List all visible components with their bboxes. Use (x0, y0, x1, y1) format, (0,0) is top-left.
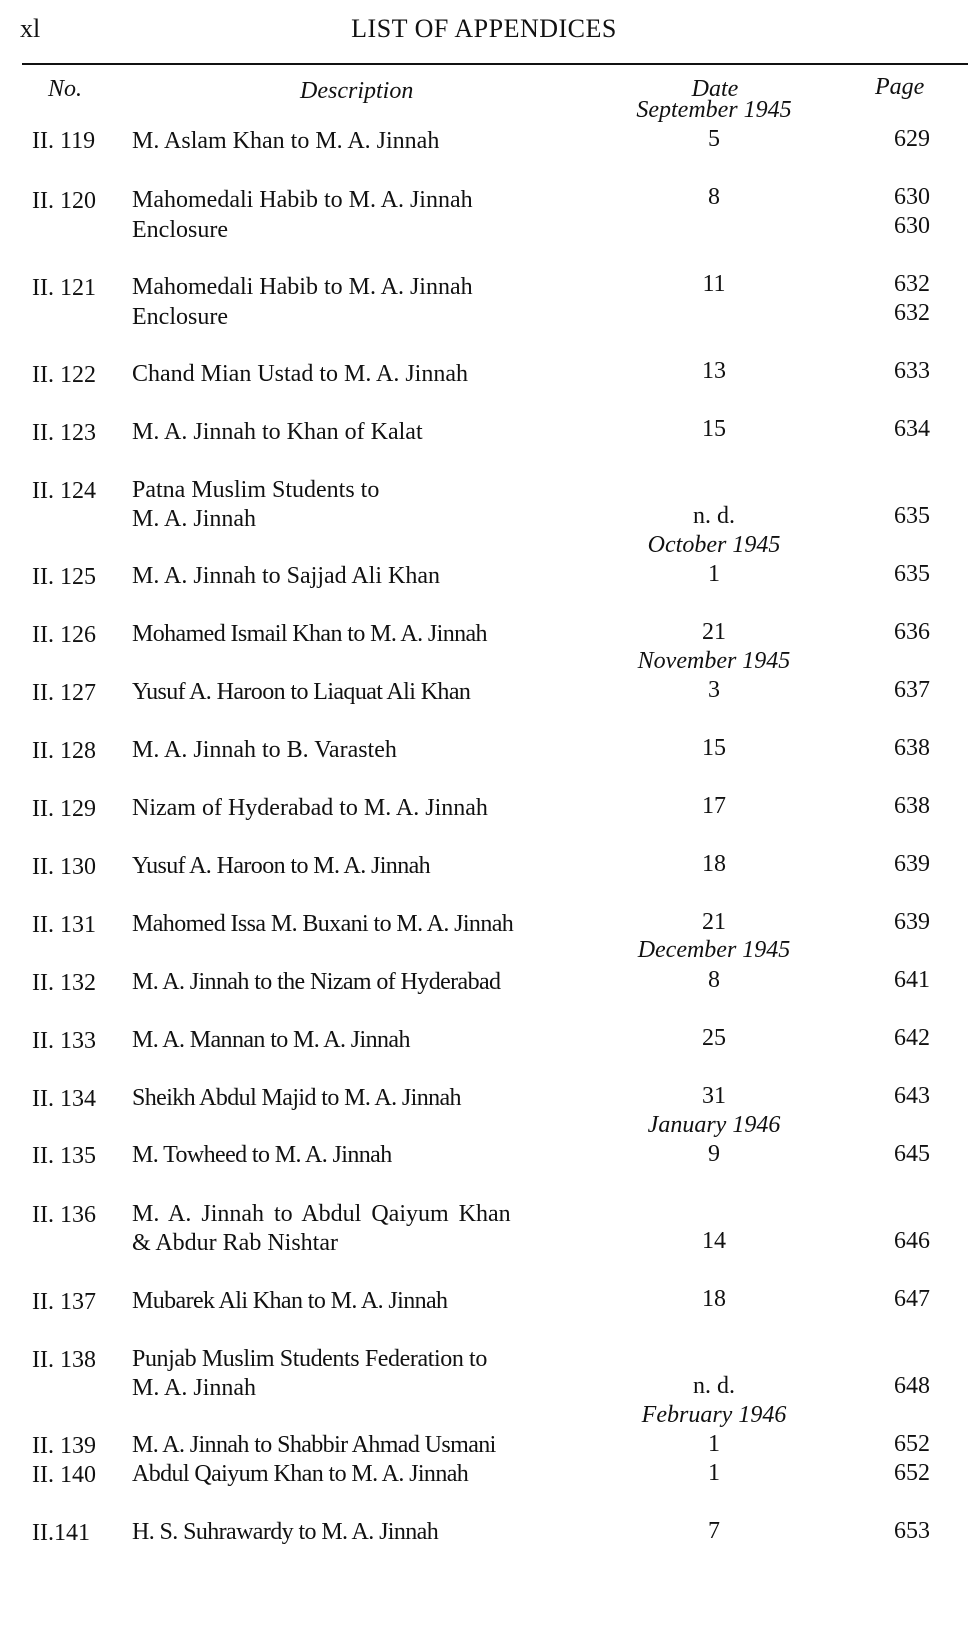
header-page: Page (875, 74, 925, 100)
entry-page: 647 (894, 1286, 930, 1312)
entry-date: 15 (702, 416, 726, 442)
entry-page: 633 (894, 358, 930, 384)
entry-date: 8 (708, 967, 720, 993)
entry-page: 629 (894, 126, 930, 152)
entry-description: Chand Mian Ustad to M. A. Jinnah (132, 361, 468, 387)
entry-page: 645 (894, 1141, 930, 1167)
entry-number: II. 132 (32, 970, 96, 996)
entry-date: 1 (708, 1460, 720, 1486)
entry-date: 18 (702, 851, 726, 877)
entry-description: M. A. Jinnah to Abdul Qaiyum Khan (132, 1201, 511, 1227)
entry-page: 634 (894, 416, 930, 442)
header-rule (22, 63, 968, 65)
entry-description: M. Towheed to M. A. Jinnah (132, 1142, 392, 1168)
entry-description: Mahomed Issa M. Buxani to M. A. Jinnah (132, 911, 514, 937)
entry-date: 13 (702, 358, 726, 384)
entry-description-line2: M. A. Jinnah (132, 506, 257, 532)
entry-description: Mahomedali Habib to M. A. Jinnah (132, 274, 473, 300)
entry-date: 14 (702, 1228, 726, 1254)
entry-page-line2: 632 (894, 300, 930, 326)
entry-date: 18 (702, 1286, 726, 1312)
entry-date: 21 (702, 619, 726, 645)
entry-description: Abdul Qaiyum Khan to M. A. Jinnah (132, 1461, 469, 1487)
entry-description: M. A. Jinnah to the Nizam of Hyderabad (132, 969, 501, 995)
entry-date: n. d. (693, 503, 735, 529)
entry-description: M. A. Jinnah to Khan of Kalat (132, 419, 423, 445)
entry-number: II. 119 (32, 128, 96, 154)
entry-page: 653 (894, 1518, 930, 1544)
entry-page: 652 (894, 1431, 930, 1457)
entry-page: 643 (894, 1083, 930, 1109)
entry-page: 642 (894, 1025, 930, 1051)
entry-description: H. S. Suhrawardy to M. A. Jinnah (132, 1519, 439, 1545)
date-label-october-1945: October 1945 (647, 532, 781, 558)
entry-page: 635 (894, 503, 930, 529)
entry-number: II. 124 (32, 478, 96, 504)
entry-page: 632 (894, 271, 930, 297)
entry-date: 17 (702, 793, 726, 819)
entry-description: M. A. Jinnah to B. Varasteh (132, 737, 397, 763)
entry-number: II. 136 (32, 1202, 96, 1228)
entry-page: 652 (894, 1460, 930, 1486)
entry-description: Yusuf A. Haroon to M. A. Jinnah (132, 853, 431, 879)
entry-number: II. 127 (32, 680, 96, 706)
entry-number: II. 140 (32, 1462, 96, 1488)
entry-date: 21 (702, 909, 726, 935)
entry-page: 637 (894, 677, 930, 703)
entry-description: Yusuf A. Haroon to Liaquat Ali Khan (132, 679, 471, 705)
entry-description: Sheikh Abdul Majid to M. A. Jinnah (132, 1085, 461, 1111)
entry-page: 639 (894, 909, 930, 935)
entry-number: II. 128 (32, 738, 96, 764)
entry-date: n. d. (693, 1373, 735, 1399)
entry-page: 635 (894, 561, 930, 587)
entry-page: 638 (894, 735, 930, 761)
entry-description: M. A. Jinnah to Sajjad Ali Khan (132, 563, 440, 589)
entry-description-line2: & Abdur Rab Nishtar (132, 1230, 338, 1256)
entry-number: II. 123 (32, 420, 96, 446)
entry-date: 9 (708, 1141, 720, 1167)
entry-description: Mubarek Ali Khan to M. A. Jinnah (132, 1288, 448, 1314)
entry-page: 646 (894, 1228, 930, 1254)
entry-date: 3 (708, 677, 720, 703)
entry-date: 7 (708, 1518, 720, 1544)
entry-page-line2: 630 (894, 213, 930, 239)
entry-number: II. 137 (32, 1289, 96, 1315)
entry-date: 5 (708, 126, 720, 152)
entry-number: II. 133 (32, 1028, 96, 1054)
entry-page: 638 (894, 793, 930, 819)
entry-number: II. 126 (32, 622, 96, 648)
entry-date: 11 (702, 271, 726, 297)
page-number: xl (20, 14, 41, 43)
page-title: LIST OF APPENDICES (351, 14, 617, 43)
entry-date: 1 (708, 561, 720, 587)
header-description: Description (300, 78, 414, 104)
entry-date: 8 (708, 184, 720, 210)
header-date: Date (691, 76, 739, 102)
entry-description: Mohamed Ismail Khan to M. A. Jinnah (132, 621, 487, 647)
entry-description-line2: M. A. Jinnah (132, 1375, 257, 1401)
entry-number: II. 138 (32, 1347, 96, 1373)
entry-description: M. A. Jinnah to Shabbir Ahmad Usmani (132, 1432, 496, 1458)
entry-page: 636 (894, 619, 930, 645)
entry-number: II. 129 (32, 796, 96, 822)
header-no: No. (48, 76, 83, 102)
entry-number: II.141 (32, 1520, 90, 1546)
entry-page: 639 (894, 851, 930, 877)
entry-description: M. A. Mannan to M. A. Jinnah (132, 1027, 410, 1053)
entry-number: II. 121 (32, 275, 96, 301)
entry-date: 15 (702, 735, 726, 761)
entry-number: II. 122 (32, 362, 96, 388)
entry-page: 630 (894, 184, 930, 210)
entry-date: 31 (702, 1083, 726, 1109)
entry-number: II. 131 (32, 912, 96, 938)
entry-number: II. 120 (32, 188, 96, 214)
entry-description-line2: Enclosure (132, 217, 228, 243)
date-label-december-1945: December 1945 (637, 937, 791, 963)
entry-date: 25 (702, 1025, 726, 1051)
entry-number: II. 130 (32, 854, 96, 880)
date-label-november-1945: November 1945 (637, 648, 791, 674)
entry-number: II. 139 (32, 1433, 96, 1459)
entry-description-line2: Enclosure (132, 304, 228, 330)
date-label-february-1946: February 1946 (641, 1402, 787, 1428)
entry-date: 1 (708, 1431, 720, 1457)
entry-page: 648 (894, 1373, 930, 1399)
date-label-september-1945: September 1945 (636, 97, 792, 123)
entry-number: II. 125 (32, 564, 96, 590)
entry-description: Patna Muslim Students to (132, 477, 380, 503)
entry-number: II. 134 (32, 1086, 96, 1112)
date-label-january-1946: January 1946 (647, 1112, 781, 1138)
entry-page: 641 (894, 967, 930, 993)
entry-description: M. Aslam Khan to M. A. Jinnah (132, 128, 440, 154)
entry-description: Mahomedali Habib to M. A. Jinnah (132, 187, 473, 213)
entry-description: Punjab Muslim Students Federation to (132, 1346, 487, 1372)
entry-number: II. 135 (32, 1143, 96, 1169)
entry-description: Nizam of Hyderabad to M. A. Jinnah (132, 795, 488, 821)
